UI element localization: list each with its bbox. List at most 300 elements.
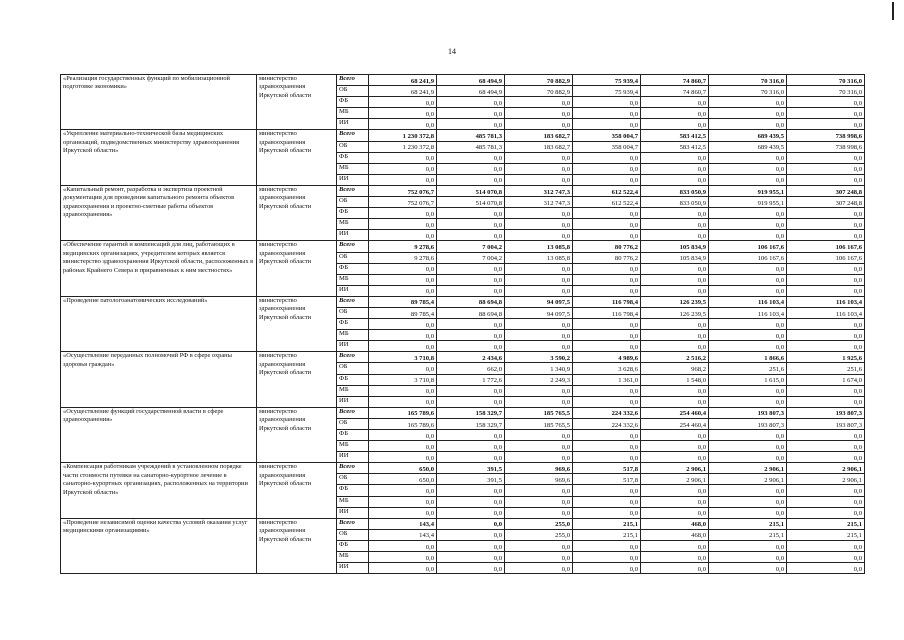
amount-cell: 80 776,2 [573,252,641,263]
amount-cell: 0,0 [505,396,573,407]
amount-cell: 215,1 [787,518,865,529]
funding-source: ФБ [337,485,369,496]
amount-cell: 2 906,1 [787,463,865,474]
amount-cell: 158 329,7 [437,407,505,418]
measure-name: «Проведение патологоанатомических исследований» [61,296,257,351]
funding-source: Всего [337,518,369,529]
amount-cell: 0,0 [787,108,865,119]
amount-cell: 485 781,3 [437,130,505,141]
amount-cell: 3 710,8 [369,352,437,363]
table-row [61,130,865,141]
amount-cell: 224 332,6 [573,407,641,418]
amount-cell: 0,0 [369,119,437,130]
amount-cell: 312 747,3 [505,185,573,196]
funding-source: ФБ [337,319,369,330]
amount-cell: 0,0 [437,108,505,119]
amount-cell: 0,0 [787,452,865,463]
amount-cell: 689 439,5 [709,141,787,152]
amount-cell: 0,0 [709,230,787,241]
amount-cell: 80 776,2 [573,241,641,252]
funding-source: Всего [337,296,369,307]
amount-cell: 689 439,5 [709,130,787,141]
amount-cell: 116 103,4 [787,307,865,318]
amount-cell: 0,0 [641,430,709,441]
amount-cell: 1 925,6 [787,352,865,363]
amount-cell: 185 765,5 [505,407,573,418]
amount-cell: 969,6 [505,463,573,474]
table-row [61,75,865,86]
amount-cell: 0,0 [787,540,865,551]
amount-cell: 0,0 [505,230,573,241]
funding-source: ОБ [337,418,369,429]
amount-cell: 0,0 [369,208,437,219]
amount-cell: 0,0 [505,563,573,574]
funding-source: МБ [337,441,369,452]
funding-source: МБ [337,108,369,119]
funding-source: Всего [337,407,369,418]
amount-cell: 116 103,4 [787,296,865,307]
funding-source: ОБ [337,86,369,97]
amount-cell: 0,0 [437,563,505,574]
amount-cell: 0,0 [505,385,573,396]
amount-cell: 0,0 [641,230,709,241]
amount-cell: 116 103,4 [709,307,787,318]
amount-cell: 0,0 [709,507,787,518]
amount-cell: 0,0 [437,174,505,185]
funding-source: ФБ [337,152,369,163]
amount-cell: 307 248,8 [787,197,865,208]
amount-cell: 0,0 [573,441,641,452]
amount-cell: 0,0 [641,341,709,352]
amount-cell: 165 789,6 [369,407,437,418]
amount-cell: 193 807,3 [787,407,865,418]
amount-cell: 0,0 [369,108,437,119]
table-row [61,241,865,252]
amount-cell: 0,0 [709,563,787,574]
funding-source: ИИ [337,396,369,407]
funding-source: МБ [337,219,369,230]
amount-cell: 0,0 [369,230,437,241]
funding-source: ОБ [337,474,369,485]
amount-cell: 0,0 [787,152,865,163]
amount-cell: 0,0 [573,319,641,330]
amount-cell: 0,0 [641,396,709,407]
amount-cell: 612 522,4 [573,185,641,196]
funding-source: ФБ [337,430,369,441]
amount-cell: 0,0 [641,285,709,296]
funding-source: МБ [337,496,369,507]
amount-cell: 0,0 [437,97,505,108]
amount-cell: 0,0 [709,540,787,551]
amount-cell: 0,0 [369,341,437,352]
amount-cell: 0,0 [641,452,709,463]
amount-cell: 662,0 [437,363,505,374]
amount-cell: 968,2 [641,363,709,374]
amount-cell: 0,0 [641,385,709,396]
amount-cell: 514 070,8 [437,185,505,196]
amount-cell: 255,0 [505,529,573,540]
amount-cell: 0,0 [641,219,709,230]
measure-name: «Осуществление функций государственной власти в сфере здравоохранения» [61,407,257,462]
amount-cell: 0,0 [573,152,641,163]
amount-cell: 0,0 [573,174,641,185]
amount-cell: 0,0 [573,230,641,241]
responsible-executor: министерство здравоохранения Иркутской области [257,241,337,296]
amount-cell: 3 628,6 [573,363,641,374]
amount-cell: 0,0 [505,430,573,441]
funding-source: ИИ [337,507,369,518]
amount-cell: 0,0 [573,219,641,230]
amount-cell: 7 004,2 [437,252,505,263]
amount-cell: 0,0 [709,441,787,452]
amount-cell: 9 278,6 [369,241,437,252]
amount-cell: 224 332,6 [573,418,641,429]
funding-source: Всего [337,185,369,196]
amount-cell: 0,0 [787,396,865,407]
amount-cell: 0,0 [437,485,505,496]
amount-cell: 1 230 372,8 [369,130,437,141]
amount-cell: 0,0 [573,208,641,219]
amount-cell: 0,0 [505,485,573,496]
amount-cell: 919 955,1 [709,197,787,208]
amount-cell: 2 906,1 [641,463,709,474]
measure-name: «Обеспечение гарантий и компенсаций для лиц, работающих в медицинских организациях, учредителем которых является министерство здравоохранения Иркутской области, расположенных в районах Крайнего Севера и приравненных к ним местностях» [61,241,257,296]
funding-source: ФБ [337,97,369,108]
funding-source: МБ [337,385,369,396]
amount-cell: 0,0 [709,119,787,130]
amount-cell: 68 241,9 [369,75,437,86]
amount-cell: 68 494,9 [437,75,505,86]
amount-cell: 0,0 [437,430,505,441]
amount-cell: 254 460,4 [641,418,709,429]
amount-cell: 70 316,0 [787,75,865,86]
amount-cell: 0,0 [437,396,505,407]
amount-cell: 0,0 [505,496,573,507]
amount-cell: 0,0 [573,396,641,407]
amount-cell: 312 747,3 [505,197,573,208]
amount-cell: 0,0 [787,552,865,563]
amount-cell: 358 004,7 [573,130,641,141]
amount-cell: 0,0 [787,230,865,241]
amount-cell: 0,0 [505,274,573,285]
amount-cell: 106 167,6 [709,252,787,263]
amount-cell: 68 494,9 [437,86,505,97]
amount-cell: 0,0 [369,441,437,452]
funding-source: ИИ [337,563,369,574]
amount-cell: 1 674,0 [787,374,865,385]
amount-cell: 468,0 [641,529,709,540]
amount-cell: 215,1 [709,529,787,540]
amount-cell: 1 230 372,8 [369,141,437,152]
amount-cell: 583 412,5 [641,130,709,141]
amount-cell: 254 460,4 [641,407,709,418]
table-row [61,352,865,363]
amount-cell: 0,0 [641,496,709,507]
responsible-executor: министерство здравоохранения Иркутской области [257,518,337,573]
amount-cell: 0,0 [437,285,505,296]
amount-cell: 0,0 [787,97,865,108]
amount-cell: 0,0 [505,119,573,130]
amount-cell: 0,0 [573,430,641,441]
amount-cell: 105 834,9 [641,252,709,263]
amount-cell: 0,0 [709,285,787,296]
funding-source: ОБ [337,307,369,318]
amount-cell: 0,0 [787,496,865,507]
amount-cell: 0,0 [709,452,787,463]
amount-cell: 0,0 [709,208,787,219]
amount-cell: 612 522,4 [573,197,641,208]
amount-cell: 193 807,3 [709,418,787,429]
amount-cell: 0,0 [369,274,437,285]
amount-cell: 116 798,4 [573,296,641,307]
amount-cell: 0,0 [787,341,865,352]
amount-cell: 70 316,0 [787,86,865,97]
amount-cell: 0,0 [573,119,641,130]
amount-cell: 116 103,4 [709,296,787,307]
amount-cell: 13 085,8 [505,241,573,252]
amount-cell: 0,0 [437,552,505,563]
amount-cell: 215,1 [573,529,641,540]
amount-cell: 0,0 [709,552,787,563]
amount-cell: 468,0 [641,518,709,529]
amount-cell: 0,0 [437,319,505,330]
amount-cell: 2 906,1 [709,463,787,474]
amount-cell: 0,0 [573,385,641,396]
amount-cell: 0,0 [505,97,573,108]
amount-cell: 0,0 [641,119,709,130]
measure-name: «Компенсация работникам учреждений в установленном порядке части стоимости путевки на санаторно-курортное лечение в санаторно-курортных организациях, расположенных на территории Иркутской области» [61,463,257,518]
amount-cell: 514 070,8 [437,197,505,208]
amount-cell: 0,0 [505,441,573,452]
amount-cell: 0,0 [573,163,641,174]
amount-cell: 0,0 [437,529,505,540]
table-row [61,407,865,418]
amount-cell: 0,0 [505,285,573,296]
amount-cell: 143,4 [369,529,437,540]
amount-cell: 0,0 [709,163,787,174]
amount-cell: 0,0 [787,263,865,274]
amount-cell: 251,6 [709,363,787,374]
amount-cell: 0,0 [709,496,787,507]
amount-cell: 0,0 [709,152,787,163]
amount-cell: 0,0 [573,285,641,296]
amount-cell: 0,0 [505,219,573,230]
amount-cell: 0,0 [641,485,709,496]
amount-cell: 0,0 [709,319,787,330]
amount-cell: 2 516,2 [641,352,709,363]
amount-cell: 0,0 [505,152,573,163]
amount-cell: 2 906,1 [787,474,865,485]
funding-source: Всего [337,75,369,86]
amount-cell: 7 004,2 [437,241,505,252]
amount-cell: 0,0 [369,330,437,341]
amount-cell: 0,0 [641,208,709,219]
table-row [61,463,865,474]
funding-source: ИИ [337,230,369,241]
responsible-executor: министерство здравоохранения Иркутской области [257,463,337,518]
amount-cell: 0,0 [437,274,505,285]
amount-cell: 106 167,6 [709,241,787,252]
amount-cell: 126 239,5 [641,296,709,307]
amount-cell: 88 694,8 [437,307,505,318]
amount-cell: 74 860,7 [641,75,709,86]
responsible-executor: министерство здравоохранения Иркутской области [257,185,337,240]
funding-source: МБ [337,274,369,285]
measure-name: «Капитальный ремонт, разработка и экспертиза проектной документации для проведения капитального ремонта объектов здравоохранения и проектно-сметные работы объектов здравоохранения» [61,185,257,240]
amount-cell: 0,0 [787,285,865,296]
amount-cell: 0,0 [641,274,709,285]
amount-cell: 0,0 [787,441,865,452]
amount-cell: 0,0 [787,330,865,341]
amount-cell: 0,0 [437,119,505,130]
responsible-executor: министерство здравоохранения Иркутской области [257,296,337,351]
amount-cell: 0,0 [709,263,787,274]
amount-cell: 0,0 [709,174,787,185]
funding-source: МБ [337,552,369,563]
amount-cell: 0,0 [505,540,573,551]
amount-cell: 2 249,3 [505,374,573,385]
amount-cell: 0,0 [573,552,641,563]
amount-cell: 0,0 [369,285,437,296]
amount-cell: 738 998,6 [787,130,865,141]
amount-cell: 0,0 [505,330,573,341]
amount-cell: 0,0 [787,507,865,518]
amount-cell: 0,0 [369,163,437,174]
amount-cell: 116 798,4 [573,307,641,318]
amount-cell: 0,0 [709,108,787,119]
amount-cell: 215,1 [787,529,865,540]
funding-source: ОБ [337,197,369,208]
amount-cell: 0,0 [437,341,505,352]
amount-cell: 215,1 [573,518,641,529]
amount-cell: 0,0 [437,507,505,518]
amount-cell: 0,0 [369,219,437,230]
funding-source: ИИ [337,452,369,463]
amount-cell: 70 316,0 [709,86,787,97]
amount-cell: 0,0 [369,430,437,441]
amount-cell: 193 807,3 [709,407,787,418]
amount-cell: 3 590,2 [505,352,573,363]
responsible-executor: министерство здравоохранения Иркутской области [257,407,337,462]
amount-cell: 0,0 [369,385,437,396]
amount-cell: 70 882,9 [505,75,573,86]
amount-cell: 2 906,1 [709,474,787,485]
amount-cell: 0,0 [437,219,505,230]
amount-cell: 88 694,8 [437,296,505,307]
amount-cell: 0,0 [641,563,709,574]
amount-cell: 0,0 [641,540,709,551]
amount-cell: 0,0 [641,263,709,274]
amount-cell: 3 710,8 [369,374,437,385]
amount-cell: 0,0 [437,496,505,507]
amount-cell: 0,0 [505,507,573,518]
amount-cell: 2 906,1 [641,474,709,485]
table-body [61,75,865,574]
funding-source: ИИ [337,174,369,185]
amount-cell: 307 248,8 [787,185,865,196]
amount-cell: 193 807,3 [787,418,865,429]
amount-cell: 0,0 [573,274,641,285]
page-number: 14 [448,47,456,56]
amount-cell: 0,0 [709,485,787,496]
amount-cell: 2 434,6 [437,352,505,363]
amount-cell: 738 998,6 [787,141,865,152]
amount-cell: 255,0 [505,518,573,529]
budget-table [60,74,865,574]
responsible-executor: министерство здравоохранения Иркутской области [257,75,337,130]
amount-cell: 0,0 [573,97,641,108]
amount-cell: 0,0 [573,507,641,518]
amount-cell: 0,0 [437,518,505,529]
amount-cell: 391,5 [437,474,505,485]
amount-cell: 0,0 [437,208,505,219]
amount-cell: 0,0 [505,319,573,330]
amount-cell: 0,0 [369,396,437,407]
amount-cell: 0,0 [505,174,573,185]
amount-cell: 0,0 [369,152,437,163]
amount-cell: 0,0 [369,363,437,374]
amount-cell: 0,0 [573,108,641,119]
amount-cell: 0,0 [573,263,641,274]
amount-cell: 0,0 [369,452,437,463]
amount-cell: 0,0 [641,108,709,119]
amount-cell: 94 097,5 [505,307,573,318]
amount-cell: 0,0 [641,441,709,452]
amount-cell: 0,0 [369,319,437,330]
amount-cell: 0,0 [641,330,709,341]
amount-cell: 106 167,6 [787,241,865,252]
amount-cell: 0,0 [641,552,709,563]
amount-cell: 251,6 [787,363,865,374]
funding-source: ОБ [337,529,369,540]
funding-source: ИИ [337,119,369,130]
funding-source: ФБ [337,208,369,219]
amount-cell: 0,0 [437,540,505,551]
amount-cell: 0,0 [641,163,709,174]
amount-cell: 0,0 [369,540,437,551]
amount-cell: 0,0 [505,163,573,174]
amount-cell: 0,0 [787,485,865,496]
amount-cell: 0,0 [369,496,437,507]
amount-cell: 0,0 [505,341,573,352]
amount-cell: 0,0 [437,263,505,274]
amount-cell: 183 682,7 [505,141,573,152]
responsible-executor: министерство здравоохранения Иркутской области [257,130,337,185]
amount-cell: 1 772,6 [437,374,505,385]
amount-cell: 1 361,0 [573,374,641,385]
funding-source: МБ [337,163,369,174]
funding-source: ОБ [337,252,369,263]
amount-cell: 0,0 [369,563,437,574]
amount-cell: 0,0 [573,563,641,574]
responsible-executor: министерство здравоохранения Иркутской области [257,352,337,407]
amount-cell: 0,0 [787,119,865,130]
amount-cell: 0,0 [573,485,641,496]
amount-cell: 0,0 [641,507,709,518]
amount-cell: 105 834,9 [641,241,709,252]
funding-source: ФБ [337,263,369,274]
amount-cell: 0,0 [573,330,641,341]
amount-cell: 75 939,4 [573,86,641,97]
measure-name: «Реализация государственных функций по мобилизационной подготовке экономики» [61,75,257,130]
amount-cell: 0,0 [709,330,787,341]
amount-cell: 0,0 [505,263,573,274]
amount-cell: 0,0 [787,174,865,185]
table-row [61,296,865,307]
amount-cell: 752 076,7 [369,197,437,208]
amount-cell: 0,0 [437,452,505,463]
amount-cell: 0,0 [787,163,865,174]
